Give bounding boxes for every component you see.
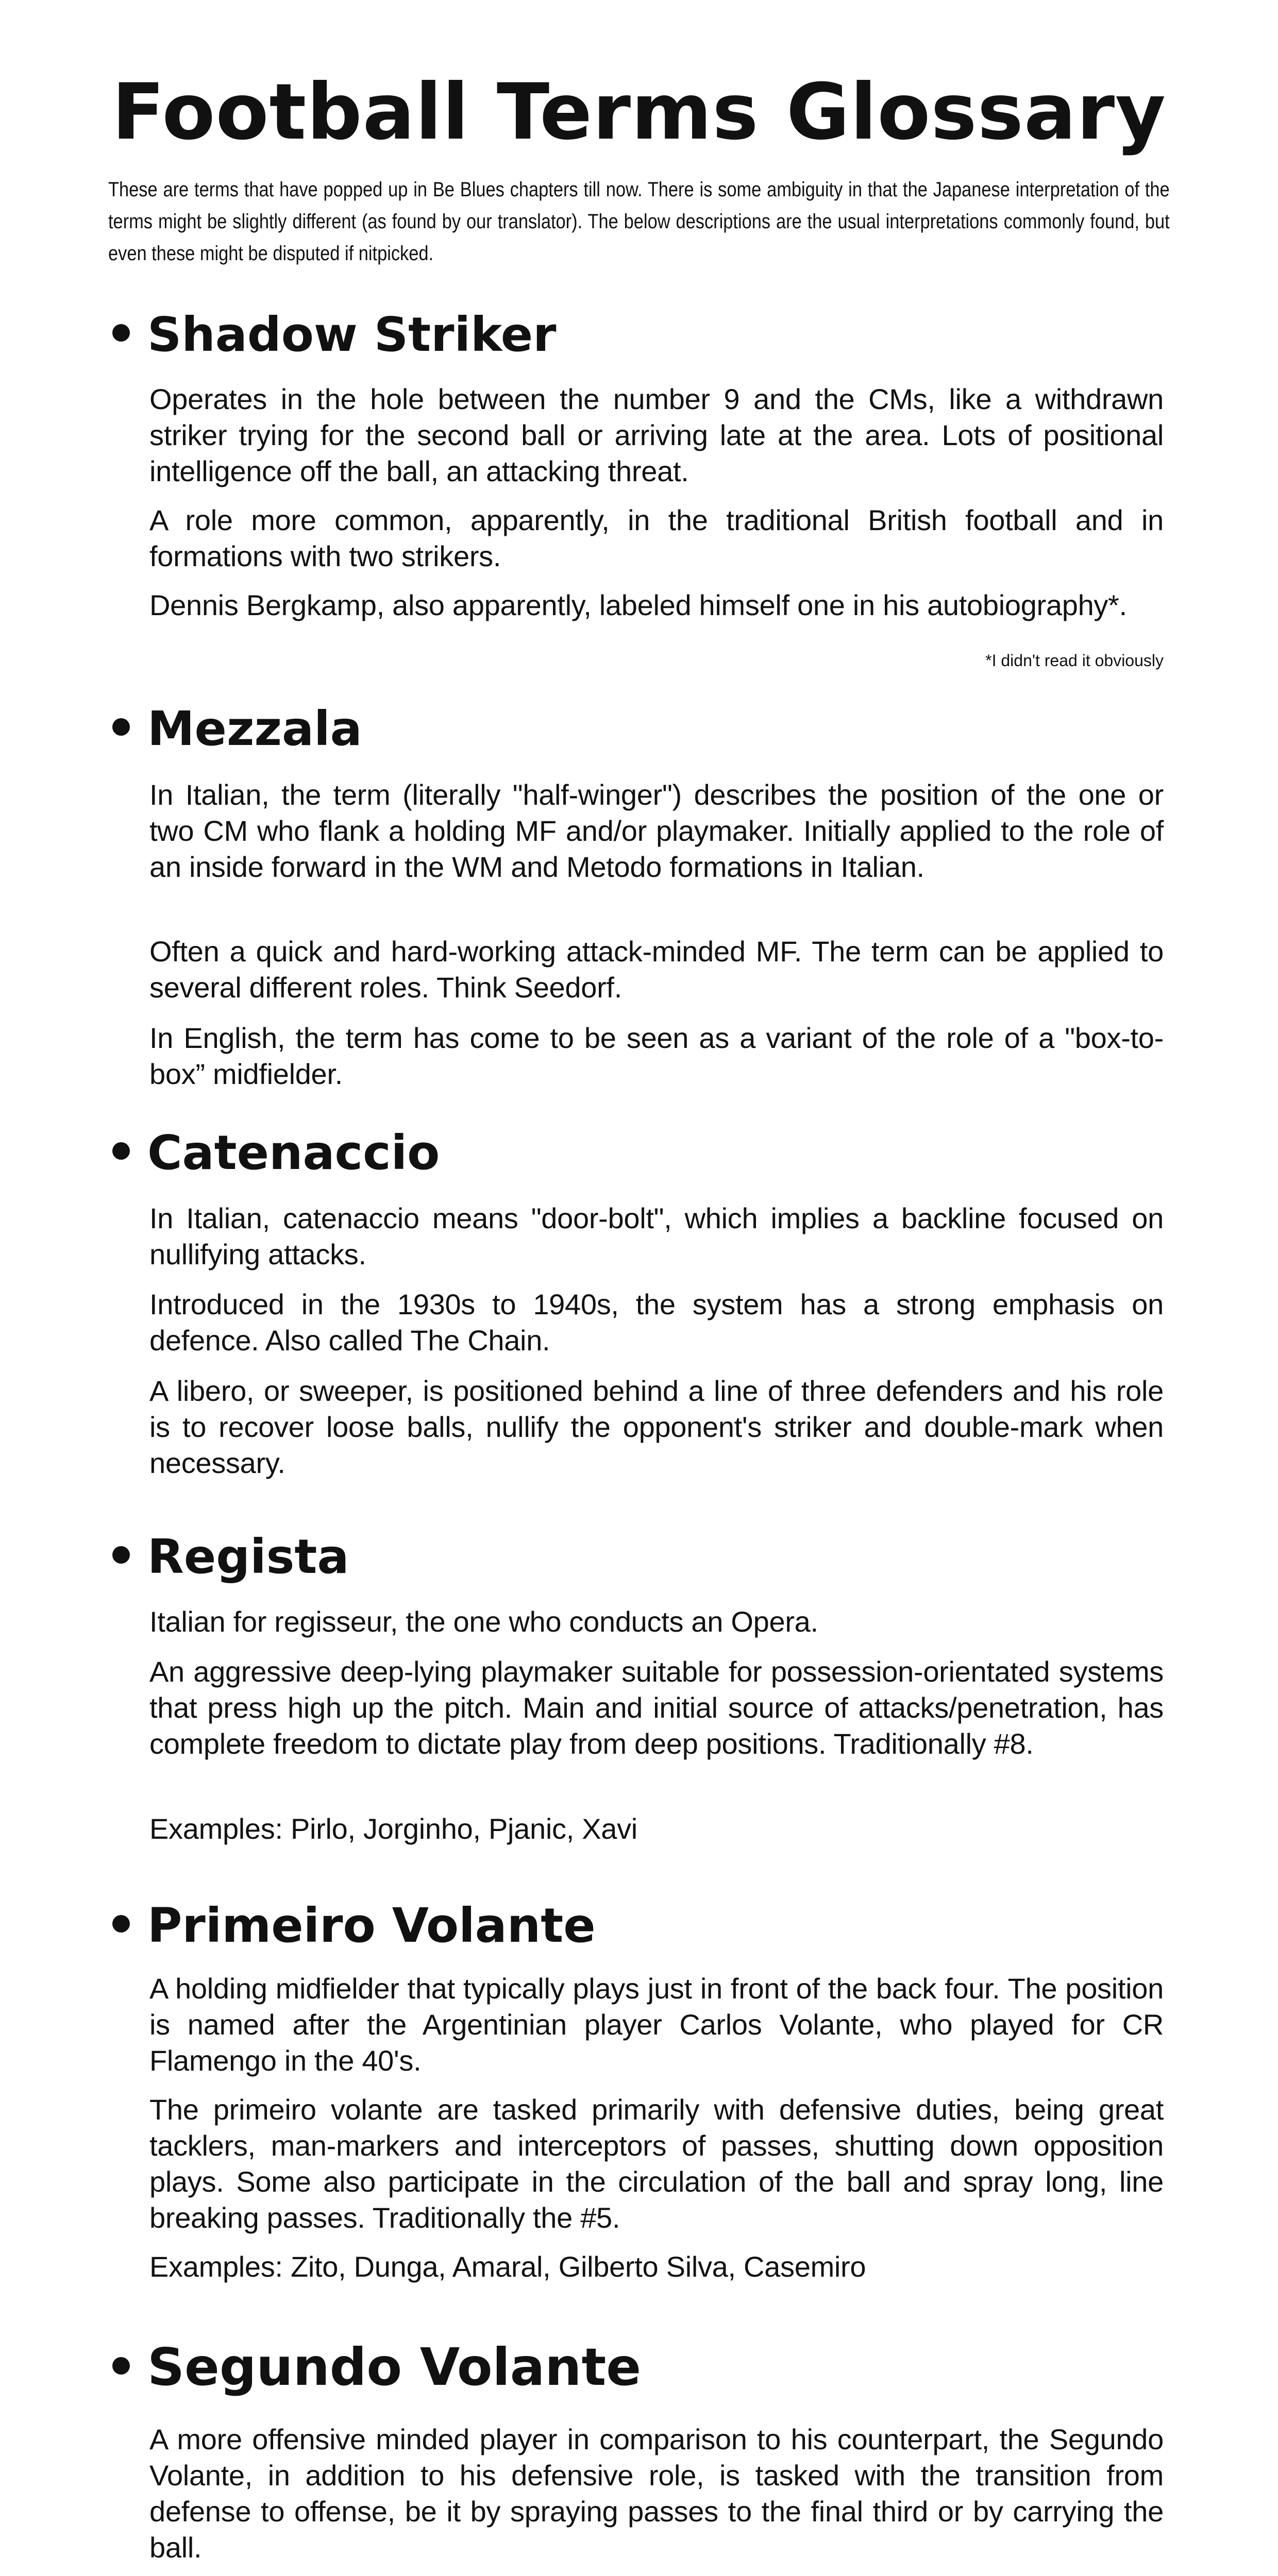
term-paragraph: Operates in the hole between the number 9 and the CMs, like a withdrawn striker trying for the second ball or arriving late at the area. Lots of positional intelligence off the ball, an attacking threat. [149, 383, 1164, 487]
bullet-icon [112, 718, 130, 736]
term-paragraph: Often a quick and hard-working attack-minded MF. The term can be applied to several different roles. Think Seedorf. [149, 935, 1164, 1004]
term-paragraph: Examples: Zito, Dunga, Amaral, Gilberto Silva, Casemiro [149, 2250, 866, 2283]
bullet-icon [112, 1142, 130, 1160]
term-paragraph: A holding midfielder that typically plays just in front of the back four. The position is named after the Argentinian player Carlos Volante, who played for CR Flamengo in the 40's. [149, 1972, 1164, 2077]
term-paragraph: The primeiro volante are tasked primarily with defensive duties, being great tacklers, man-markers and interceptors of passes, shutting down opposition plays. Some also participate in the circulation of the ball and spray long, line breaking passes. Traditionally the #5. [149, 2093, 1164, 2234]
bullet-icon [112, 1915, 130, 1933]
term-name: Catenaccio [147, 1125, 440, 1180]
term-name: Regista [147, 1529, 349, 1584]
bullet-icon [112, 2357, 130, 2375]
term-name: Primeiro Volante [147, 1898, 596, 1953]
term-name: Shadow Striker [147, 307, 557, 362]
term-heading [112, 2339, 641, 2396]
term-paragraph: Introduced in the 1930s to 1940s, the system has a strong emphasis on defence. Also called The Chain. [149, 1288, 1164, 1357]
term-paragraph: A role more common, apparently, in the traditional British football and in formations with two strikers. [149, 504, 1164, 572]
footnote: *I didn't read it obviously [985, 651, 1164, 670]
term-heading [112, 1897, 596, 1954]
term-heading [112, 701, 362, 757]
term-paragraph: In English, the term has come to be seen as a variant of the role of a "box-to-box” midfielder. [149, 1022, 1164, 1090]
term-name: Segundo Volante [147, 2337, 642, 2397]
term-heading [112, 1529, 349, 1585]
term-paragraph: In Italian, the term (literally "half-winger") describes the position of the one or two CM who flank a holding MF and/or playmaker. Initially applied to the role of an inside forward in the WM and Metodo formations in Italian. [149, 778, 1164, 883]
term-paragraph: Italian for regisseur, the one who conducts an Opera. [149, 1605, 818, 1638]
term-paragraph: Examples: Pirlo, Jorginho, Pjanic, Xavi [149, 1812, 637, 1845]
term-paragraph: Dennis Bergkamp, also apparently, labeled himself one in his autobiography*. [149, 589, 1127, 621]
term-name: Mezzala [147, 701, 362, 756]
term-paragraph: A libero, or sweeper, is positioned behind a line of three defenders and his role is to recover loose balls, nullify the opponent's striker and double-mark when necessary. [149, 1375, 1164, 1479]
term-heading [112, 307, 557, 363]
page-title: Football Terms Glossary [112, 67, 1166, 157]
term-paragraph: In Italian, catenaccio means "door-bolt", which implies a backline focused on nullifying attacks. [149, 1202, 1164, 1270]
bullet-icon [112, 324, 130, 342]
term-paragraph: A more offensive minded player in comparison to his counterpart, the Segundo Volante, in addition to his defensive role, is tasked with the transition from defense to offense, be it by spraying passes to the final third or by carrying the ball. [149, 2423, 1164, 2564]
bullet-icon [112, 1546, 130, 1564]
term-paragraph: An aggressive deep-lying playmaker suitable for possession-orientated systems that press high up the pitch. Main and initial source of attacks/penetration, has complete freedom to dictate play from deep positions. Traditionally #8. [149, 1655, 1164, 1760]
intro-text: These are terms that have popped up in Be Blues chapters till now. There is some ambiguity in that the Japanese interpretation of the terms might be slightly different (as found by our translator). The below descriptions are the usual interpretations commonly found, but even these might be disputed if nitpicked. [108, 178, 1170, 265]
term-heading [112, 1125, 440, 1181]
